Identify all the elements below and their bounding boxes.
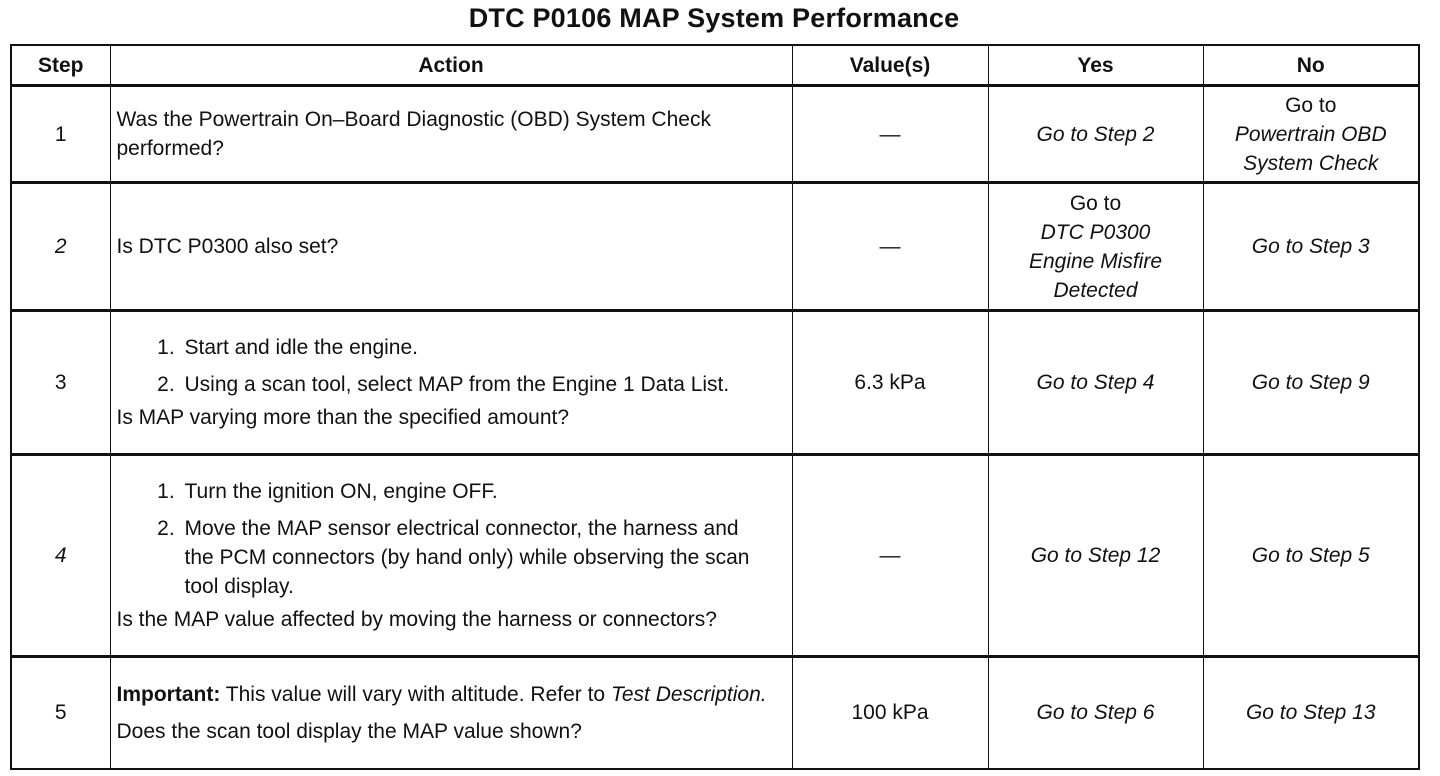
step-number: 1 [11,86,110,183]
table-header-row [11,45,1419,86]
table-row [11,455,1419,657]
important-text: This value will vary with altitude. Refer to [225,682,606,706]
diagnostic-table [10,44,1420,770]
yes-link-dtc-p0300[interactable]: DTC P0300 Engine Misfire Detected [1028,220,1163,302]
header-step: Step [11,45,110,86]
procedure-list [117,477,786,601]
table-row [11,311,1419,455]
action-cell [110,86,792,183]
no-go-to-step-3[interactable]: Go to Step 3 [1203,183,1419,311]
procedure-item: 2. Move the MAP sensor electrical connector, the harness and the PCM connectors (by hand only) while observing the scan tool display. [181,514,786,601]
no-link-powertrain-obd[interactable]: Powertrain OBD System Check [1234,122,1387,175]
header-no: No [1203,45,1419,86]
step-number: 2 [11,183,110,311]
question-text: Is the MAP value affected by moving the harness or connectors? [116,608,717,631]
question-text: Was the Powertrain On–Board Diagnostic (OBD) System Check performed? [116,108,711,160]
table-row [11,86,1419,183]
no-go-to-step-9[interactable]: Go to Step 9 [1203,311,1419,455]
go-to-label: Go to [1285,93,1337,117]
procedure-item: 1. Start and idle the engine. [181,333,786,362]
no-go-to-step-13[interactable]: Go to Step 13 [1203,657,1419,769]
page-title: DTC P0106 MAP System Performance [468,3,960,33]
test-description-ref[interactable]: Test Description. [610,682,767,706]
action-cell [110,657,792,769]
yes-go-to-step-2[interactable]: Go to Step 2 [988,86,1203,183]
step-number: 5 [11,657,110,769]
header-yes: Yes [988,45,1203,86]
action-cell [110,311,792,455]
go-to-label: Go to [1069,191,1122,215]
header-values: Value(s) [792,45,988,86]
action-cell [110,455,792,657]
header-action: Action [110,45,792,86]
yes-go-to-step-6[interactable]: Go to Step 6 [988,657,1203,769]
question-text: Is DTC P0300 also set? [116,235,339,258]
step-number: 3 [11,311,110,455]
question-text: Does the scan tool display the MAP value shown? [116,719,582,743]
important-label: Important: [116,682,221,706]
step-number: 4 [11,455,110,657]
procedure-item: 1. Turn the ignition ON, engine OFF. [181,477,786,506]
value-cell: — [792,455,988,657]
procedure-item: 2. Using a scan tool, select MAP from the Engine 1 Data List. [181,370,786,399]
value-cell: — [792,86,988,183]
table-row [11,183,1419,311]
yes-go-to-step-12[interactable]: Go to Step 12 [988,455,1203,657]
question-text: Is MAP varying more than the specified amount? [116,406,570,429]
action-cell [110,183,792,311]
yes-cell [988,183,1203,311]
value-cell: 6.3 kPa [792,311,988,455]
important-note [117,680,786,709]
table-row [11,657,1419,769]
no-go-to-step-5[interactable]: Go to Step 5 [1203,455,1419,657]
value-cell: — [792,183,988,311]
yes-go-to-step-4[interactable]: Go to Step 4 [988,311,1203,455]
procedure-list [117,333,786,399]
no-cell [1203,86,1419,183]
value-cell: 100 kPa [792,657,988,769]
